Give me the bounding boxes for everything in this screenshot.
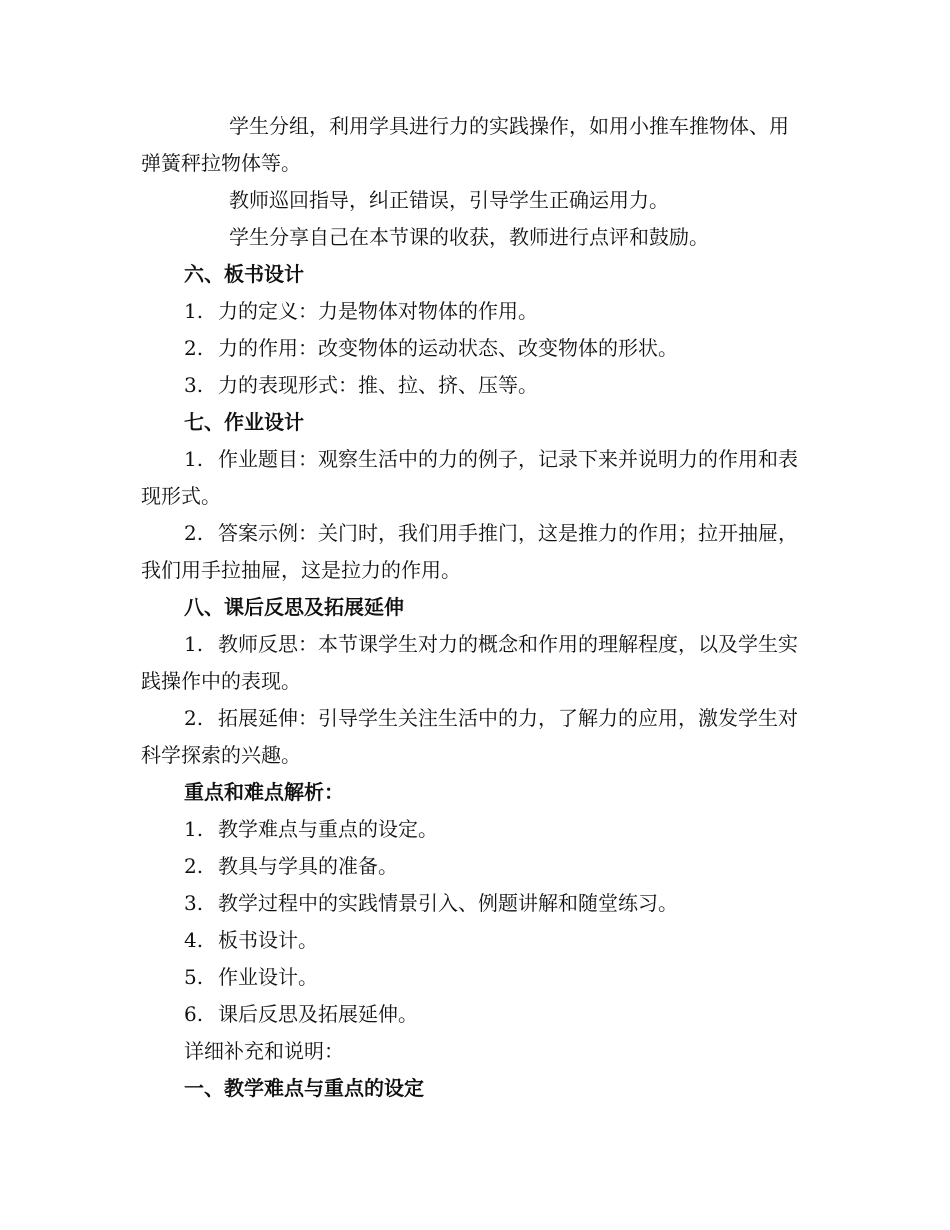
list-text: 力的定义：力是物体对物体的作用。 [218,299,538,323]
list-item [141,959,806,996]
list-item [141,996,806,1033]
list-item [141,700,806,774]
list-text: 板书设计。 [218,928,318,952]
paragraph-supplement-intro: 详细补充和说明： [184,1039,344,1063]
list-text: 答案示例：关门时，我们用手推门，这是推力的作用；拉开抽屉，我们用手拉抽屉，这是拉力的作用。 [141,521,798,582]
list-text: 力的表现形式：推、拉、挤、压等。 [218,373,538,397]
list-number: 2. [184,521,204,545]
list-text: 教具与学具的准备。 [218,854,398,878]
list-number: 4. [184,928,204,952]
list-item [141,922,806,959]
document-body [141,108,806,1107]
paragraph-teacher-guidance: 教师巡回指导，纠正错误，引导学生正确运用力。 [229,188,669,212]
paragraph-group-practice: 学生分组，利用学具进行力的实践操作，如用小推车推物体、用弹簧秤拉物体等。 [141,114,789,175]
list-number: 1. [184,817,204,841]
list-number: 3. [184,891,204,915]
list-item [141,885,806,922]
list-number: 1. [184,299,204,323]
list-text: 教学难点与重点的设定。 [218,817,438,841]
list-text: 教师反思：本节课学生对力的概念和作用的理解程度，以及学生实践操作中的表现。 [141,632,798,693]
list-number: 5. [184,965,204,989]
list-item [141,848,806,885]
list-number: 2. [184,706,204,730]
list-text: 课后反思及拓展延伸。 [218,1002,418,1026]
section-heading-difficulty-setting: 一、教学难点与重点的设定 [184,1076,424,1100]
list-number: 1. [184,447,204,471]
section-heading-key-points: 重点和难点解析： [184,780,344,804]
list-item [141,811,806,848]
list-text: 力的作用：改变物体的运动状态、改变物体的形状。 [218,336,678,360]
list-item [141,626,806,700]
list-number: 6. [184,1002,204,1026]
section-heading-homework: 七、作业设计 [184,410,304,434]
list-text: 教学过程中的实践情景引入、例题讲解和随堂练习。 [218,891,678,915]
paragraph-student-sharing: 学生分享自己在本节课的收获，教师进行点评和鼓励。 [229,225,709,249]
list-text: 拓展延伸：引导学生关注生活中的力，了解力的应用，激发学生对科学探索的兴趣。 [141,706,798,767]
section-heading-board-design: 六、板书设计 [184,262,304,286]
list-number: 2. [184,854,204,878]
list-item [141,293,806,330]
list-item [141,367,806,404]
list-item [141,330,806,367]
list-number: 2. [184,336,204,360]
list-number: 3. [184,373,204,397]
list-number: 1. [184,632,204,656]
section-heading-reflection: 八、课后反思及拓展延伸 [184,595,404,619]
list-text: 作业设计。 [218,965,318,989]
list-item [141,515,806,589]
list-item [141,441,806,515]
list-text: 作业题目：观察生活中的力的例子，记录下来并说明力的作用和表现形式。 [141,447,798,508]
